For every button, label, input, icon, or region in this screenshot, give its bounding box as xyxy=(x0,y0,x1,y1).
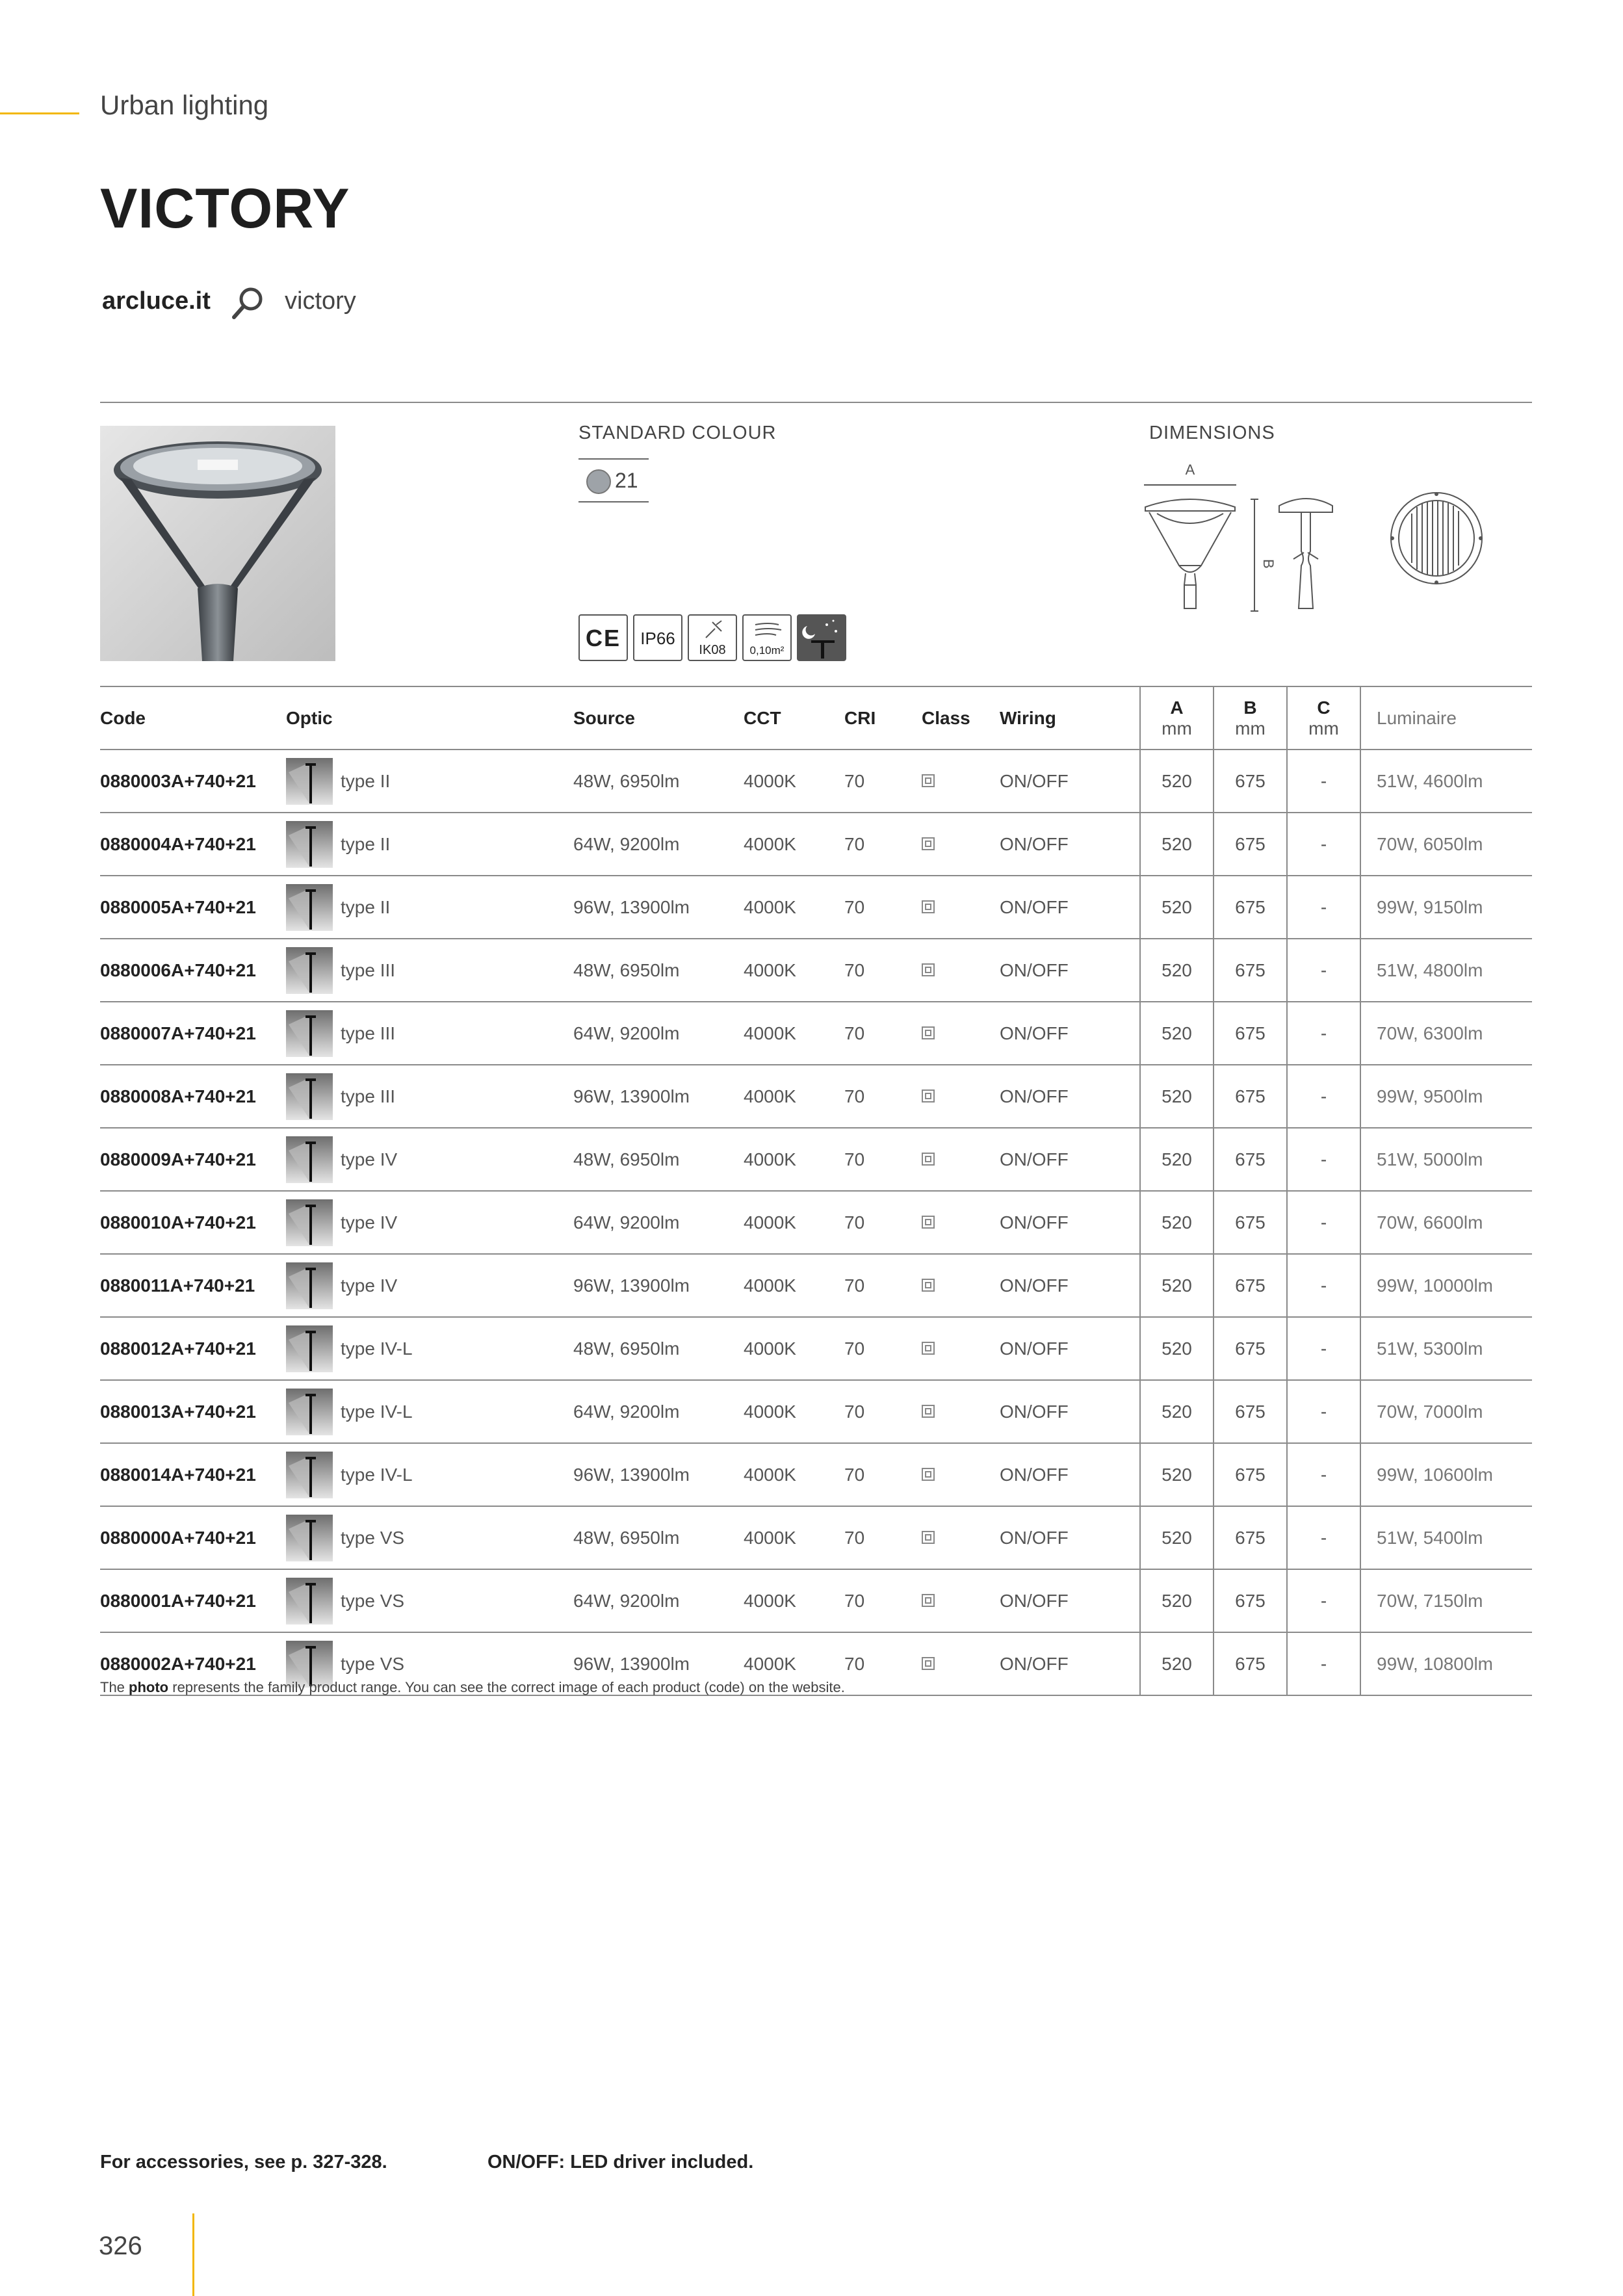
cell-wiring: ON/OFF xyxy=(1000,939,1140,1002)
cell-source: 48W, 6950lm xyxy=(573,1128,744,1191)
cell-cri: 70 xyxy=(844,813,922,876)
optic-distribution-icon xyxy=(286,884,333,931)
optic-label: type IV xyxy=(341,1275,398,1296)
class-ii-icon xyxy=(922,1216,935,1229)
cell-a: 520 xyxy=(1140,876,1214,939)
optic-distribution-icon xyxy=(286,1325,333,1372)
optic-distribution-icon xyxy=(286,1515,333,1561)
dimensions-drawing xyxy=(1137,455,1495,624)
cell-source: 64W, 9200lm xyxy=(573,1380,744,1443)
cell-c: - xyxy=(1287,1002,1360,1065)
optic-label: type IV-L xyxy=(341,1401,413,1422)
cell-c: - xyxy=(1287,1380,1360,1443)
cell-code[interactable]: 0880012A+740+21 xyxy=(100,1317,286,1380)
cell-cct: 4000K xyxy=(744,1191,844,1254)
cell-optic xyxy=(286,1506,573,1569)
cell-class xyxy=(922,1317,1000,1380)
optic-label: type IV-L xyxy=(341,1464,413,1485)
cell-luminaire: 70W, 7000lm xyxy=(1360,1380,1532,1443)
cell-class xyxy=(922,876,1000,939)
cell-wiring: ON/OFF xyxy=(1000,1317,1140,1380)
cell-c: - xyxy=(1287,1569,1360,1632)
cell-wiring: ON/OFF xyxy=(1000,813,1140,876)
cell-class xyxy=(922,1191,1000,1254)
table-row xyxy=(100,1065,1532,1128)
cell-optic xyxy=(286,1191,573,1254)
cell-class xyxy=(922,1632,1000,1695)
cell-source: 96W, 13900lm xyxy=(573,1632,744,1695)
cell-code[interactable]: 0880000A+740+21 xyxy=(100,1506,286,1569)
divider xyxy=(100,402,1532,403)
cell-c: - xyxy=(1287,750,1360,813)
cell-wiring: ON/OFF xyxy=(1000,1506,1140,1569)
cell-class xyxy=(922,1254,1000,1317)
cell-code[interactable]: 0880004A+740+21 xyxy=(100,813,286,876)
cell-cri: 70 xyxy=(844,1569,922,1632)
cell-cri: 70 xyxy=(844,1254,922,1317)
table-row xyxy=(100,1317,1532,1380)
cell-a: 520 xyxy=(1140,1065,1214,1128)
table-row xyxy=(100,1254,1532,1317)
cell-source: 96W, 13900lm xyxy=(573,1065,744,1128)
cell-source: 48W, 6950lm xyxy=(573,939,744,1002)
cell-class xyxy=(922,1002,1000,1065)
cell-class xyxy=(922,1380,1000,1443)
table-row xyxy=(100,1191,1532,1254)
class-ii-icon xyxy=(922,1026,935,1039)
optic-distribution-icon xyxy=(286,758,333,805)
cell-optic xyxy=(286,939,573,1002)
cell-luminaire: 70W, 6050lm xyxy=(1360,813,1532,876)
header-luminaire: Luminaire xyxy=(1360,686,1532,750)
cell-cri: 70 xyxy=(844,1065,922,1128)
cell-cct: 4000K xyxy=(744,939,844,1002)
cell-luminaire: 51W, 5400lm xyxy=(1360,1506,1532,1569)
cell-a: 520 xyxy=(1140,1191,1214,1254)
cell-luminaire: 99W, 9500lm xyxy=(1360,1065,1532,1128)
cell-a: 520 xyxy=(1140,1569,1214,1632)
cell-cct: 4000K xyxy=(744,1506,844,1569)
cell-optic xyxy=(286,1317,573,1380)
cell-b: 675 xyxy=(1214,1506,1287,1569)
page-accent-line xyxy=(192,2213,194,2296)
cell-b: 675 xyxy=(1214,1065,1287,1128)
table-row xyxy=(100,876,1532,939)
cell-class xyxy=(922,750,1000,813)
optic-label: type VS xyxy=(341,1653,405,1674)
cell-c: - xyxy=(1287,1065,1360,1128)
cell-wiring: ON/OFF xyxy=(1000,1254,1140,1317)
cell-luminaire: 70W, 7150lm xyxy=(1360,1569,1532,1632)
cell-luminaire: 51W, 5300lm xyxy=(1360,1317,1532,1380)
cell-luminaire: 51W, 5000lm xyxy=(1360,1128,1532,1191)
optic-distribution-icon xyxy=(286,1136,333,1183)
cell-cct: 4000K xyxy=(744,1128,844,1191)
cell-source: 48W, 6950lm xyxy=(573,1317,744,1380)
cell-wiring: ON/OFF xyxy=(1000,876,1140,939)
cell-optic xyxy=(286,1128,573,1191)
optic-label: type II xyxy=(341,833,391,854)
product-photo xyxy=(100,426,335,661)
cell-c: - xyxy=(1287,1254,1360,1317)
header-b: B mm xyxy=(1214,686,1287,750)
cell-code[interactable]: 0880011A+740+21 xyxy=(100,1254,286,1317)
cell-c: - xyxy=(1287,1506,1360,1569)
class-ii-icon xyxy=(922,837,935,850)
header-c: C mm xyxy=(1287,686,1360,750)
cell-a: 520 xyxy=(1140,939,1214,1002)
class-ii-icon xyxy=(922,1657,935,1670)
optic-distribution-icon xyxy=(286,1199,333,1246)
page-number: 326 xyxy=(99,2232,142,2260)
cell-cri: 70 xyxy=(844,939,922,1002)
cell-luminaire: 70W, 6600lm xyxy=(1360,1191,1532,1254)
cell-source: 64W, 9200lm xyxy=(573,813,744,876)
optic-label: type III xyxy=(341,959,396,980)
cell-class xyxy=(922,1443,1000,1506)
cell-cri: 70 xyxy=(844,1128,922,1191)
cell-optic xyxy=(286,1002,573,1065)
cell-optic xyxy=(286,750,573,813)
cell-a: 520 xyxy=(1140,1254,1214,1317)
cell-wiring: ON/OFF xyxy=(1000,750,1140,813)
cell-wiring: ON/OFF xyxy=(1000,1569,1140,1632)
cell-a: 520 xyxy=(1140,1632,1214,1695)
cell-source: 64W, 9200lm xyxy=(573,1191,744,1254)
cell-b: 675 xyxy=(1214,1443,1287,1506)
optic-distribution-icon xyxy=(286,1389,333,1435)
class-ii-icon xyxy=(922,774,935,787)
cell-cct: 4000K xyxy=(744,1443,844,1506)
cell-source: 64W, 9200lm xyxy=(573,1569,744,1632)
cell-code[interactable]: 0880014A+740+21 xyxy=(100,1443,286,1506)
table-row xyxy=(100,1443,1532,1506)
cell-cct: 4000K xyxy=(744,1317,844,1380)
cell-b: 675 xyxy=(1214,750,1287,813)
accessories-note: For accessories, see p. 327-328. xyxy=(100,2152,387,2172)
cell-wiring: ON/OFF xyxy=(1000,1443,1140,1506)
cell-code[interactable]: 0880002A+740+21 xyxy=(100,1632,286,1695)
section-accent-line xyxy=(0,112,79,114)
table-header xyxy=(100,686,1532,750)
cell-b: 675 xyxy=(1214,1380,1287,1443)
cell-luminaire: 99W, 10600lm xyxy=(1360,1443,1532,1506)
cell-b: 675 xyxy=(1214,1254,1287,1317)
cell-optic xyxy=(286,1380,573,1443)
cell-wiring: ON/OFF xyxy=(1000,1065,1140,1128)
class-ii-icon xyxy=(922,1405,935,1418)
cell-code[interactable]: 0880003A+740+21 xyxy=(100,750,286,813)
cell-b: 675 xyxy=(1214,1191,1287,1254)
cell-a: 520 xyxy=(1140,750,1214,813)
cell-optic xyxy=(286,1254,573,1317)
cell-c: - xyxy=(1287,1191,1360,1254)
cell-b: 675 xyxy=(1214,813,1287,876)
cell-optic xyxy=(286,876,573,939)
table-row xyxy=(100,813,1532,876)
class-ii-icon xyxy=(922,1153,935,1166)
cell-cct: 4000K xyxy=(744,1380,844,1443)
wind-surface-icon: 0,10m² xyxy=(742,614,792,661)
cell-b: 675 xyxy=(1214,1317,1287,1380)
class-ii-icon xyxy=(922,963,935,976)
cell-class xyxy=(922,813,1000,876)
optic-distribution-icon xyxy=(286,821,333,868)
product-title: VICTORY xyxy=(100,177,350,240)
cell-luminaire: 99W, 10800lm xyxy=(1360,1632,1532,1695)
optic-distribution-icon xyxy=(286,1010,333,1057)
standard-colour-label: STANDARD COLOUR xyxy=(578,423,777,443)
dimension-a-label: A xyxy=(1185,462,1195,478)
cell-code[interactable]: 0880010A+740+21 xyxy=(100,1191,286,1254)
cell-b: 675 xyxy=(1214,1002,1287,1065)
class-ii-icon xyxy=(922,900,935,913)
search-icon[interactable] xyxy=(229,285,266,322)
table-row xyxy=(100,750,1532,813)
optic-label: type IV-L xyxy=(341,1338,413,1359)
ce-mark-icon: CE xyxy=(578,614,628,661)
cell-c: - xyxy=(1287,1128,1360,1191)
cell-cct: 4000K xyxy=(744,1254,844,1317)
class-ii-icon xyxy=(922,1594,935,1607)
table-row xyxy=(100,939,1532,1002)
header-cri: CRI xyxy=(844,686,922,750)
optic-label: type III xyxy=(341,1023,396,1043)
cell-code[interactable]: 0880007A+740+21 xyxy=(100,1002,286,1065)
ip-rating-badge: IP66 xyxy=(633,614,682,661)
cell-source: 96W, 13900lm xyxy=(573,1254,744,1317)
cell-class xyxy=(922,939,1000,1002)
header-optic: Optic xyxy=(286,686,573,750)
cell-class xyxy=(922,1569,1000,1632)
cell-code[interactable]: 0880008A+740+21 xyxy=(100,1065,286,1128)
cell-a: 520 xyxy=(1140,1443,1214,1506)
cell-cri: 70 xyxy=(844,1002,922,1065)
section-title: Urban lighting xyxy=(100,90,269,120)
optic-label: type VS xyxy=(341,1527,405,1548)
cell-luminaire: 51W, 4800lm xyxy=(1360,939,1532,1002)
cell-optic xyxy=(286,1443,573,1506)
cell-c: - xyxy=(1287,876,1360,939)
cell-cri: 70 xyxy=(844,1380,922,1443)
optic-label: type III xyxy=(341,1086,396,1106)
cell-cri: 70 xyxy=(844,1632,922,1695)
optic-distribution-icon xyxy=(286,1073,333,1120)
cell-code[interactable]: 0880005A+740+21 xyxy=(100,876,286,939)
cell-class xyxy=(922,1128,1000,1191)
class-ii-icon xyxy=(922,1468,935,1481)
dimensions-label: DIMENSIONS xyxy=(1149,423,1275,443)
cell-code[interactable]: 0880001A+740+21 xyxy=(100,1569,286,1632)
table-row xyxy=(100,1002,1532,1065)
dark-sky-icon xyxy=(797,614,846,661)
class-ii-icon xyxy=(922,1279,935,1292)
footnote: The photo represents the family product range. You can see the correct image of each product (code) on the website. xyxy=(100,1679,845,1695)
cell-cri: 70 xyxy=(844,1506,922,1569)
search-term: victory xyxy=(285,287,356,315)
cell-cct: 4000K xyxy=(744,876,844,939)
cell-luminaire: 51W, 4600lm xyxy=(1360,750,1532,813)
colour-code: 21 xyxy=(615,469,638,492)
website-link[interactable]: arcluce.it xyxy=(102,287,211,315)
header-cct: CCT xyxy=(744,686,844,750)
cell-class xyxy=(922,1506,1000,1569)
cell-c: - xyxy=(1287,1443,1360,1506)
cell-cct: 4000K xyxy=(744,813,844,876)
cell-optic xyxy=(286,1569,573,1632)
optic-label: type II xyxy=(341,896,391,917)
colour-swatch xyxy=(578,458,649,502)
colour-dot xyxy=(586,469,611,494)
cell-c: - xyxy=(1287,813,1360,876)
cell-source: 48W, 6950lm xyxy=(573,750,744,813)
cell-a: 520 xyxy=(1140,1506,1214,1569)
cell-b: 675 xyxy=(1214,1569,1287,1632)
header-wiring: Wiring xyxy=(1000,686,1140,750)
cell-wiring: ON/OFF xyxy=(1000,1380,1140,1443)
onoff-note: ON/OFF: LED driver included. xyxy=(487,2152,754,2172)
table-row xyxy=(100,1569,1532,1632)
optic-distribution-icon xyxy=(286,947,333,994)
cell-code[interactable]: 0880009A+740+21 xyxy=(100,1128,286,1191)
cell-c: - xyxy=(1287,1317,1360,1380)
cell-cri: 70 xyxy=(844,876,922,939)
optic-label: type IV xyxy=(341,1149,398,1169)
cell-cri: 70 xyxy=(844,1191,922,1254)
cell-luminaire: 99W, 9150lm xyxy=(1360,876,1532,939)
cell-a: 520 xyxy=(1140,813,1214,876)
cell-c: - xyxy=(1287,1632,1360,1695)
cell-cct: 4000K xyxy=(744,750,844,813)
cell-cri: 70 xyxy=(844,1443,922,1506)
cell-code[interactable]: 0880006A+740+21 xyxy=(100,939,286,1002)
cell-code[interactable]: 0880013A+740+21 xyxy=(100,1380,286,1443)
cell-source: 64W, 9200lm xyxy=(573,1002,744,1065)
cell-a: 520 xyxy=(1140,1317,1214,1380)
impact-rating-icon: IK08 xyxy=(688,614,737,661)
header-code: Code xyxy=(100,686,286,750)
cell-cct: 4000K xyxy=(744,1002,844,1065)
cell-cri: 70 xyxy=(844,750,922,813)
cell-wiring: ON/OFF xyxy=(1000,1632,1140,1695)
cell-b: 675 xyxy=(1214,939,1287,1002)
cell-source: 48W, 6950lm xyxy=(573,1506,744,1569)
cell-luminaire: 99W, 10000lm xyxy=(1360,1254,1532,1317)
cell-luminaire: 70W, 6300lm xyxy=(1360,1002,1532,1065)
header-a: A mm xyxy=(1140,686,1214,750)
header-class: Class xyxy=(922,686,1000,750)
cell-optic xyxy=(286,813,573,876)
cell-cct: 4000K xyxy=(744,1065,844,1128)
cell-a: 520 xyxy=(1140,1380,1214,1443)
cell-b: 675 xyxy=(1214,1632,1287,1695)
optic-distribution-icon xyxy=(286,1578,333,1624)
cell-b: 675 xyxy=(1214,1128,1287,1191)
cell-class xyxy=(922,1065,1000,1128)
cell-source: 96W, 13900lm xyxy=(573,876,744,939)
cell-wiring: ON/OFF xyxy=(1000,1002,1140,1065)
cell-a: 520 xyxy=(1140,1002,1214,1065)
cell-cct: 4000K xyxy=(744,1569,844,1632)
table-row xyxy=(100,1380,1532,1443)
cell-source: 96W, 13900lm xyxy=(573,1443,744,1506)
optic-label: type VS xyxy=(341,1590,405,1611)
cell-wiring: ON/OFF xyxy=(1000,1128,1140,1191)
table-row xyxy=(100,1506,1532,1569)
optic-distribution-icon xyxy=(286,1262,333,1309)
cell-cri: 70 xyxy=(844,1317,922,1380)
table-row xyxy=(100,1128,1532,1191)
header-source: Source xyxy=(573,686,744,750)
class-ii-icon xyxy=(922,1089,935,1102)
class-ii-icon xyxy=(922,1342,935,1355)
cell-cct: 4000K xyxy=(744,1632,844,1695)
dimension-b-label: B xyxy=(1260,559,1277,569)
cell-b: 675 xyxy=(1214,876,1287,939)
optic-label: type IV xyxy=(341,1212,398,1233)
optic-distribution-icon xyxy=(286,1452,333,1498)
product-table xyxy=(100,686,1532,1696)
optic-label: type II xyxy=(341,770,391,791)
cell-wiring: ON/OFF xyxy=(1000,1191,1140,1254)
cell-c: - xyxy=(1287,939,1360,1002)
class-ii-icon xyxy=(922,1531,935,1544)
cell-a: 520 xyxy=(1140,1128,1214,1191)
cell-optic xyxy=(286,1065,573,1128)
